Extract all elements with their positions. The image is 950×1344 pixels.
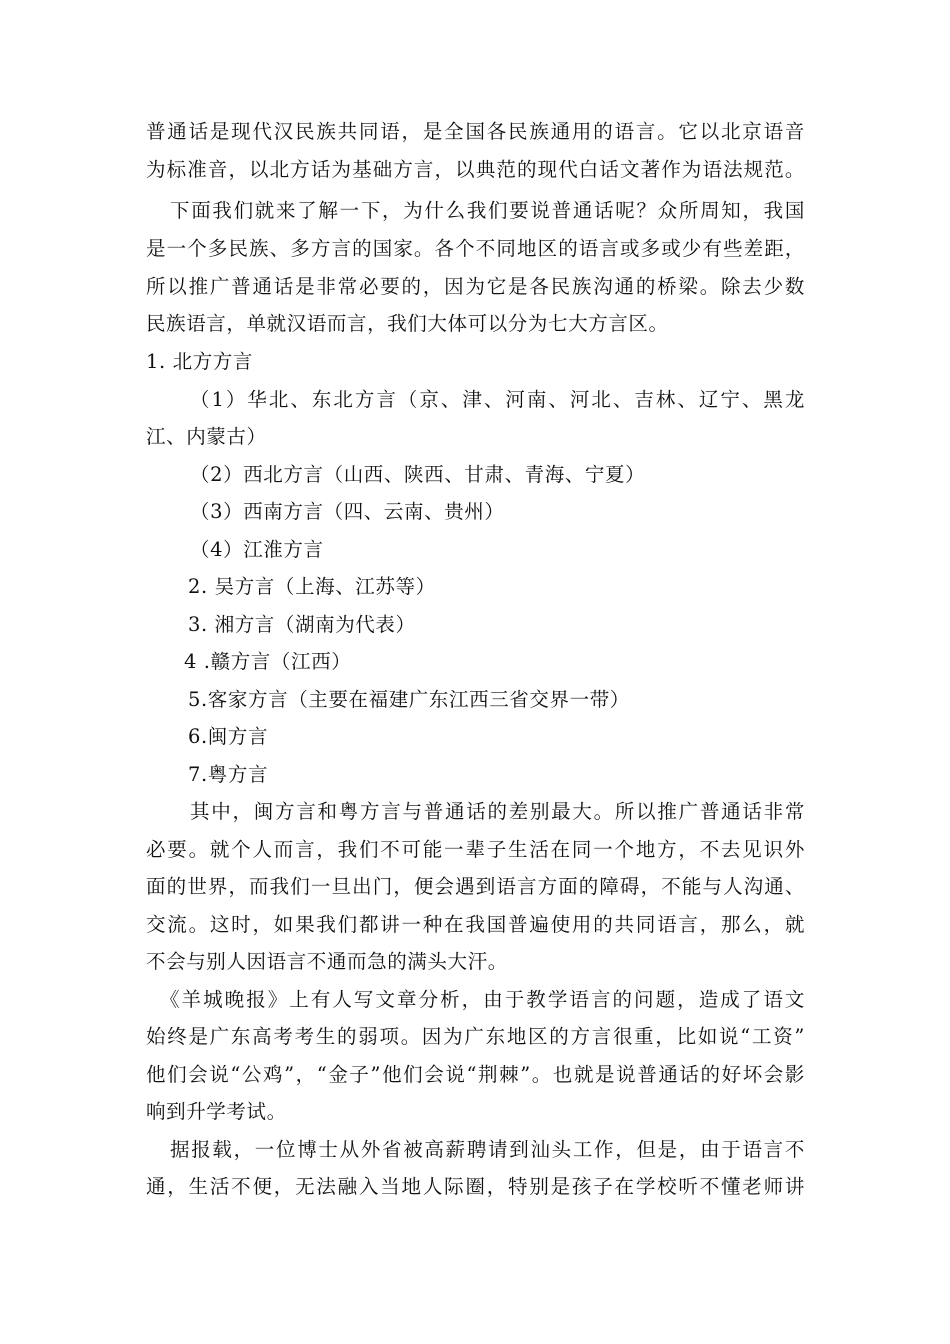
text-line-2: 为标准音，以北方话为基础方言，以典范的现代白话文著作为语法规范。 (146, 158, 805, 181)
text-line-27: 响到升学考试。 (146, 1100, 287, 1123)
list-item-hakka: 5.客家方言（主要在福建广东江西三省交界一带） (188, 688, 630, 711)
sublist-item-1: （1）华北、东北方言（京、津、河南、河北、吉林、辽宁、黑龙 (190, 388, 805, 411)
text-line-20: 必要。就个人而言，我们不可能一辈子生活在同一个地方，不去见识外 (146, 838, 805, 861)
sublist-item-3: （3）西南方言（四、云南、贵州） (190, 500, 505, 523)
sublist-item-2: （2）西北方言（山西、陕西、甘肃、青海、宁夏） (190, 463, 646, 486)
text-line-28: 据报载，一位博士从外省被高薪聘请到汕头工作，但是，由于语言不 (170, 1138, 805, 1161)
text-line-6: 民族语言，单就汉语而言，我们大体可以分为七大方言区。 (146, 312, 669, 335)
text-line-1: 普通话是现代汉民族共同语，是全国各民族通用的语言。它以北京语音 (146, 120, 805, 143)
text-line-3: 下面我们就来了解一下，为什么我们要说普通话呢？众所周知，我国 (170, 199, 805, 222)
sublist-item-4: （4）江淮方言 (190, 538, 324, 561)
text-line-19: 其中，闽方言和粤方言与普通话的差别最大。所以推广普通话非常 (190, 800, 805, 823)
text-line-22: 交流。这时，如果我们都讲一种在我国普遍使用的共同语言，那么，就 (146, 913, 805, 936)
text-line-5: 所以推广普通话是非常必要的，因为它是各民族沟通的桥梁。除去少数 (146, 275, 805, 298)
list-heading-northern: 1. 北方方言 (146, 350, 254, 373)
text-line-4: 是一个多民族、多方言的国家。各个不同地区的语言或多或少有些差距， (146, 237, 805, 260)
text-line-26: 他们会说“公鸡”，“金子”他们会说“荆棘”。也就是说普通话的好坏会影 (146, 1063, 805, 1086)
text-line-25: 始终是广东高考考生的弱项。因为广东地区的方言很重，比如说“工资” (146, 1025, 805, 1048)
text-line-23: 不会与别人因语言不通而急的满头大汗。 (146, 950, 508, 973)
list-item-gan: 4 .赣方言（江西） (184, 650, 352, 673)
list-item-min: 6.闽方言 (188, 725, 269, 748)
list-item-xiang: 3. 湘方言（湖南为代表） (188, 613, 416, 636)
sublist-item-1-cont: 江、内蒙古） (146, 425, 267, 448)
list-item-wu: 2. 吴方言（上海、江苏等） (188, 575, 436, 598)
list-item-yue: 7.粤方言 (188, 763, 269, 786)
text-line-21: 面的世界，而我们一旦出门，便会遇到语言方面的障碍，不能与人沟通、 (146, 875, 805, 898)
text-line-29: 通，生活不便，无法融入当地人际圈，特别是孩子在学校听不懂老师讲 (146, 1175, 805, 1198)
text-line-24: 《羊城晚报》上有人写文章分析，由于教学语言的问题，造成了语文 (160, 988, 805, 1011)
